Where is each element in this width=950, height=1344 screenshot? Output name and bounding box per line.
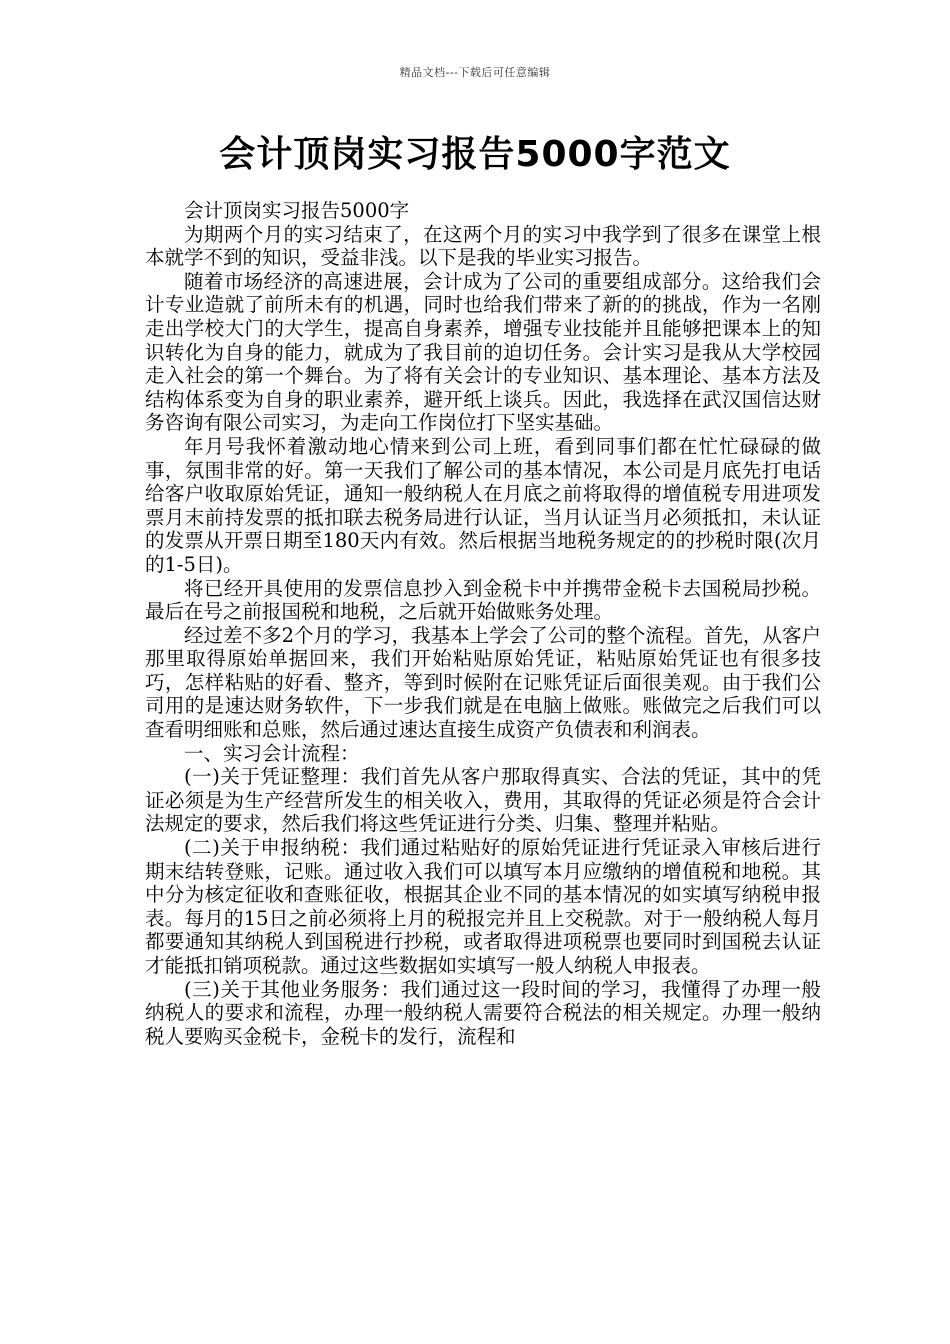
section-heading: 一、实习会计流程：	[184, 741, 360, 765]
document-title: 会计顶岗实习报告5000字范文	[219, 134, 731, 175]
paragraph: (三)关于其他业务服务：我们通过这一段时间的学习，我懂得了办理一般纳税人的要求和流程，办理一般纳税人需要符合税法的相关规定。办理一般纳税人要购买金税卡，金税卡的发行，流程和	[145, 977, 821, 1048]
document-body	[145, 199, 821, 1048]
paragraph: 年月号我怀着激动地心情来到公司上班，看到同事们都在忙忙碌碌的做事，氛围非常的好。第一天我们了解公司的基本情况，本公司是月底先打电话给客户收取原始凭证，通知一般纳税人在月底之前将取得的增值税专用进项发票月末前持发票的抵扣联去税务局进行认证，当月认证当月必须抵扣，未认证的发票从开票日期至180天内有效。然后根据当地税务规定的的抄税时限(次月的1-5日)。	[145, 434, 821, 576]
page-header: 精品文档---下载后可任意编辑	[399, 66, 551, 79]
paragraph: (一)关于凭证整理：我们首先从客户那取得真实、合法的凭证，其中的凭证必须是为生产经营所发生的相关收入，费用，其取得的凭证必须是符合会计法规定的要求，然后我们将这些凭证进行分类、归集、整理并粘贴。	[145, 765, 821, 836]
paragraph: 随着市场经济的高速进展，会计成为了公司的重要组成部分。这给我们会计专业造就了前所未有的机遇，同时也给我们带来了新的的挑战，作为一名刚走出学校大门的大学生，提高自身素养，增强专业技能并且能够把课本上的知识转化为自身的能力，就成为了我目前的迫切任务。会计实习是我从大学校园走入社会的第一个舞台。为了将有关会计的专业知识、基本理论、基本方法及结构体系变为自身的职业素养，避开纸上谈兵。因此，我选择在武汉国信达财务咨询有限公司实习，为走向工作岗位打下坚实基础。	[145, 269, 821, 435]
paragraph: 经过差不多2个月的学习，我基本上学会了公司的整个流程。首先，从客户那里取得原始单据回来，我们开始粘贴原始凭证，粘贴原始凭证也有很多技巧，怎样粘贴的好看、整齐，等到时候附在记账凭证后面很美观。由于我们公司用的是速达财务软件，下一步我们就是在电脑上做账。账做完之后我们可以查看明细账和总账，然后通过速达直接生成资产负债表和利润表。	[145, 623, 821, 742]
paragraph: 将已经开具使用的发票信息抄入到金税卡中并携带金税卡去国税局抄税。最后在号之前报国税和地税，之后就开始做账务处理。	[145, 576, 821, 624]
paragraph: (二)关于申报纳税：我们通过粘贴好的原始凭证进行凭证录入审核后进行期末结转登账，记账。通过收入我们可以填写本月应缴纳的增值税和地税。其中分为核定征收和查账征收，根据其企业不同的基本情况的如实填写纳税申报表。每月的15日之前必须将上月的税报完并且上交税款。对于一般纳税人每月都要通知其纳税人到国税进行抄税，或者取得进项税票也要同时到国税去认证才能抵扣销项税款。通过这些数据如实填写一般人纳税人申报表。	[145, 836, 821, 977]
paragraph: 为期两个月的实习结束了，在这两个月的实习中我学到了很多在课堂上根本就学不到的知识，受益非浅。以下是我的毕业实习报告。	[145, 222, 821, 270]
paragraph-subtitle: 会计顶岗实习报告5000字	[184, 199, 410, 222]
